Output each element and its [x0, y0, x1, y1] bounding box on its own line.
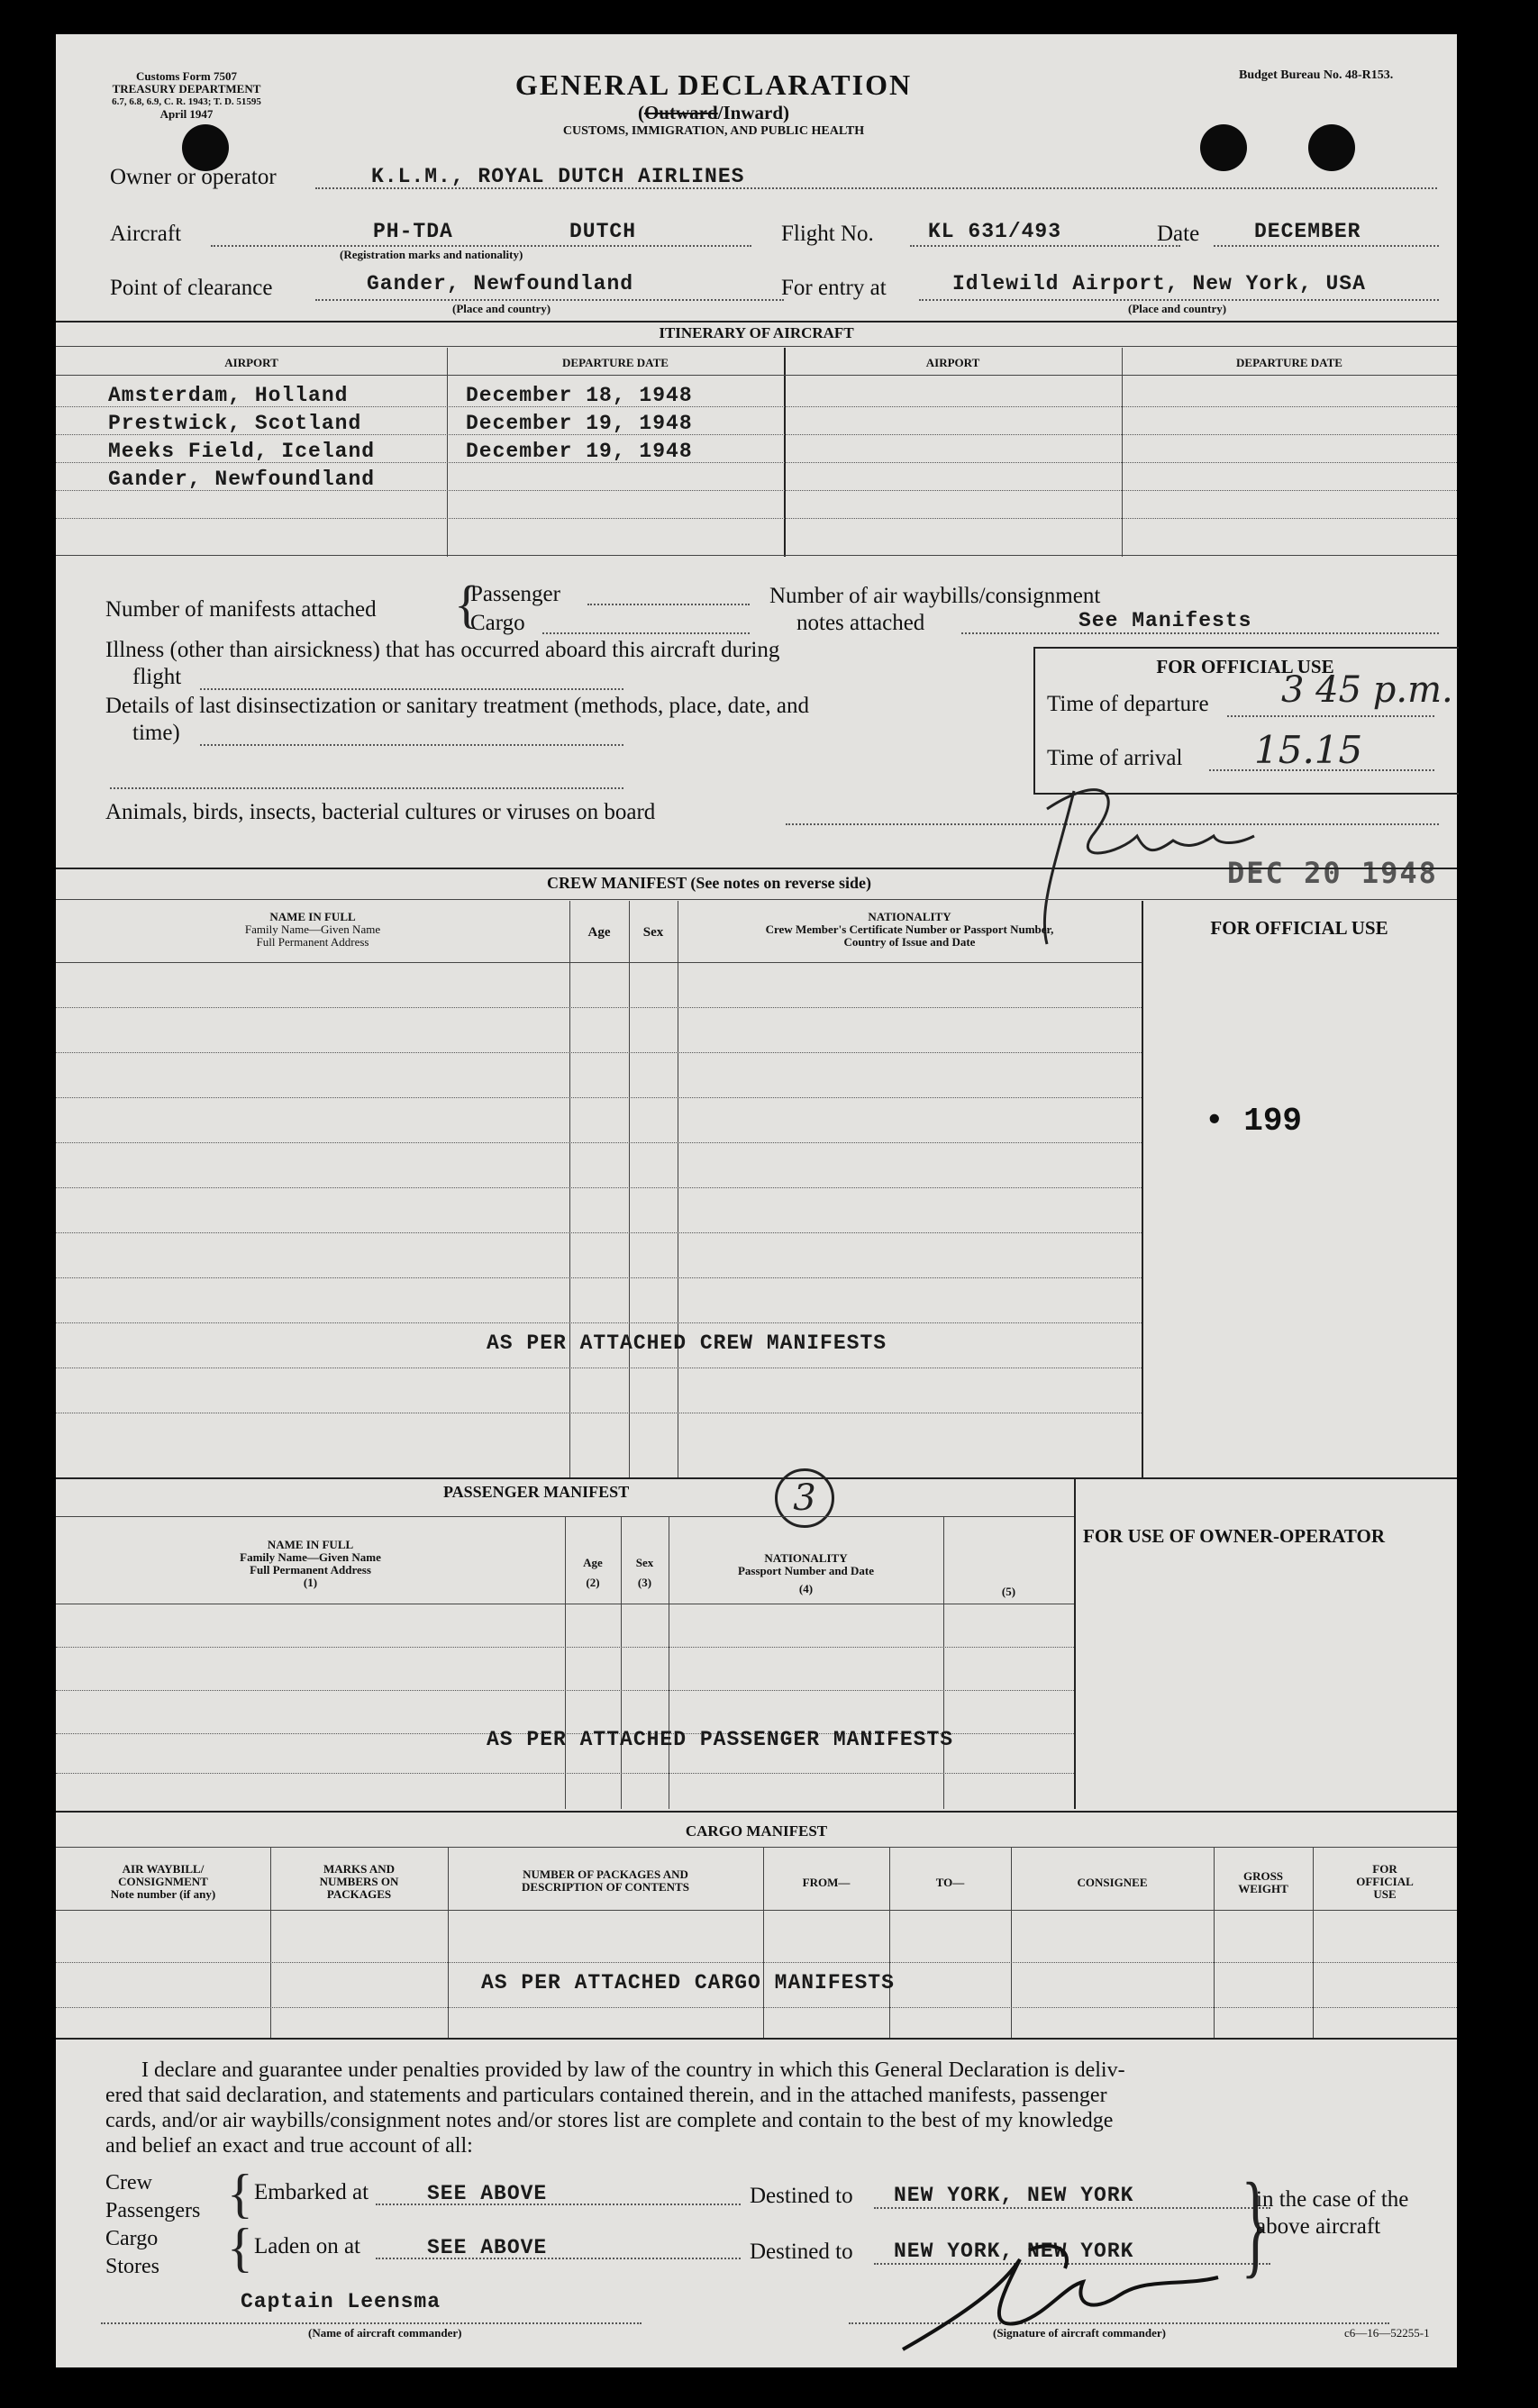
crew-header-nationality	[678, 911, 1142, 949]
pass-header-nat-line: (4)	[798, 1582, 814, 1595]
arrival-label: Time of arrival	[1047, 746, 1183, 770]
pass-header-age-line: Age	[583, 1556, 603, 1569]
itinerary-header-date: DEPARTURE DATE	[562, 356, 669, 369]
cargo-header-line: WEIGHT	[1238, 1882, 1288, 1895]
punch-hole	[1200, 124, 1247, 171]
cargo-header-line: PACKAGES	[326, 1887, 392, 1901]
crew-header-name-line: NAME IN FULL	[269, 910, 356, 923]
form-id-block	[92, 70, 281, 121]
pass-header-name-line: NAME IN FULL	[267, 1538, 354, 1551]
cargo-header-line: NUMBER OF PACKAGES AND	[523, 1867, 688, 1881]
disinsect-label-2: time)	[132, 721, 180, 745]
itinerary-row-date: December 19, 1948	[466, 412, 693, 435]
crew-title: CREW MANIFEST	[547, 874, 687, 892]
clearance-caption: (Place and country)	[452, 302, 551, 315]
crew-body: AS PER ATTACHED CREW MANIFESTS	[487, 1331, 887, 1355]
passenger-header-col5: (5)	[1001, 1585, 1016, 1598]
cargo-header-line: FOR	[1372, 1862, 1397, 1876]
entry-caption: (Place and country)	[1128, 302, 1227, 315]
itinerary-row-airport: Gander, Newfoundland	[108, 468, 376, 491]
waybills-label: Number of air waybills/consignment	[769, 584, 1101, 608]
cargo-body: AS PER ATTACHED CARGO MANIFESTS	[481, 1971, 895, 1995]
destined-value: NEW YORK, NEW YORK	[894, 2184, 1134, 2207]
case-label: in the case of the	[1256, 2187, 1409, 2212]
itinerary-row-date: December 19, 1948	[466, 440, 693, 463]
pass-header-name-line: (1)	[303, 1576, 318, 1589]
direction-struck: Outward	[643, 102, 718, 123]
cargo-label: Cargo	[470, 611, 525, 635]
commander-caption: (Name of aircraft commander)	[308, 2326, 462, 2340]
laden-label: Laden on at	[254, 2234, 361, 2258]
cargo-header-waybill	[56, 1863, 270, 1901]
department: TREASURY DEPARTMENT	[112, 82, 261, 95]
crew-official-use: FOR OFFICIAL USE	[1210, 917, 1388, 939]
waybills-label-2: notes attached	[796, 611, 925, 635]
aircraft-nationality: DUTCH	[569, 220, 637, 243]
circled-number: 3	[775, 1468, 834, 1528]
clearance-label: Point of clearance	[110, 276, 273, 300]
cargo-header-line: GROSS	[1242, 1869, 1284, 1883]
pass-header-age-line: (2)	[586, 1576, 600, 1589]
itinerary-row-airport: Meeks Field, Iceland	[108, 440, 376, 463]
cargo-header-line: DESCRIPTION OF CONTENTS	[522, 1880, 689, 1894]
flight-label: Flight No.	[781, 222, 874, 246]
case-label-2: above aircraft	[1256, 2214, 1381, 2239]
punch-hole	[1308, 124, 1355, 171]
disinsect-line	[200, 744, 623, 746]
passenger-title: PASSENGER MANIFEST	[443, 1483, 630, 1501]
entry-label: For entry at	[781, 276, 887, 300]
passenger-body: AS PER ATTACHED PASSENGER MANIFESTS	[487, 1728, 954, 1751]
aircraft-label: Aircraft	[110, 222, 182, 246]
cargo-line	[542, 632, 750, 634]
pass-header-name-line: Full Permanent Address	[250, 1563, 371, 1577]
date-label: Date	[1157, 222, 1200, 246]
declaration-line: cards, and/or air waybills/consignment notes and/or stores list are complete and contain to the best of my knowledge	[105, 2109, 1114, 2132]
crew-header-nat-line: NATIONALITY	[868, 910, 951, 923]
destined-label: Destined to	[750, 2184, 853, 2208]
cargo-header-line: OFFICIAL	[1356, 1875, 1414, 1888]
illness-label-2: flight	[132, 665, 182, 689]
crew-number-value: 199	[1243, 1103, 1303, 1140]
waybills-value: See Manifests	[1078, 609, 1252, 632]
left-label: Passengers	[105, 2199, 201, 2222]
cargo-header-line: CONSIGNMENT	[118, 1875, 208, 1888]
itinerary-row-airport: Amsterdam, Holland	[108, 384, 349, 407]
passenger-header-name	[56, 1539, 565, 1589]
cargo-header-packages	[448, 1868, 763, 1894]
cargo-header-line: MARKS AND	[323, 1862, 396, 1876]
cargo-header-to: TO—	[935, 1876, 965, 1889]
crew-header-nat-line: Country of Issue and Date	[843, 935, 976, 949]
passenger-line	[587, 604, 750, 605]
illness-label: Illness (other than airsickness) that has occurred aboard this aircraft during	[105, 638, 780, 662]
aircraft-line	[211, 245, 751, 247]
pass-header-nat-line: Passport Number and Date	[737, 1564, 875, 1577]
date-line	[1214, 245, 1439, 247]
illness-line	[200, 688, 623, 690]
received-stamp: DEC 20 1948	[1227, 856, 1438, 890]
direction-inward: Inward	[723, 102, 784, 123]
flight-value: KL 631/493	[928, 220, 1062, 243]
crew-header-nat-line: Crew Member's Certificate Number or Passport Number,	[765, 922, 1054, 936]
waybills-line	[961, 632, 1439, 634]
embarked-value: SEE ABOVE	[427, 2182, 548, 2205]
cargo-header-from: FROM—	[802, 1876, 851, 1889]
left-label: Crew	[105, 2171, 152, 2194]
cargo-header-weight	[1214, 1870, 1313, 1895]
itinerary-row-date: December 18, 1948	[466, 384, 693, 407]
cargo-header-consignee: CONSIGNEE	[1077, 1876, 1148, 1889]
commander-line	[101, 2322, 642, 2324]
cargo-header-official	[1313, 1863, 1457, 1901]
passenger-header-nationality	[669, 1552, 943, 1595]
embarked-label: Embarked at	[254, 2180, 369, 2204]
declaration-line: I declare and guarantee under penalties provided by law of the country in which this General Declaration is deliv-	[141, 2058, 1125, 2082]
laden-value: SEE ABOVE	[427, 2236, 548, 2259]
clearance-value: Gander, Newfoundland	[367, 272, 634, 295]
crew-header-name	[56, 911, 569, 949]
declaration-line: and belief an exact and true account of all:	[105, 2134, 473, 2158]
left-label: Cargo	[105, 2227, 159, 2250]
passenger-label: Passenger	[470, 582, 560, 606]
crew-header-sex: Sex	[642, 925, 664, 940]
manifests-label: Number of manifests attached	[105, 597, 377, 622]
departure-value: 3 45 p.m.	[1281, 669, 1453, 711]
form-id: Customs Form 7507	[136, 69, 237, 83]
form-date: April 1947	[159, 107, 214, 121]
cargo-header-line: USE	[1373, 1887, 1397, 1901]
destined-value-2: NEW YORK, NEW YORK	[894, 2240, 1134, 2263]
pass-header-sex-line: Sex	[635, 1556, 654, 1569]
budget-number: Budget Bureau No. 48-R153.	[1239, 68, 1394, 82]
commander-name: Captain Leensma	[241, 2290, 441, 2313]
declaration-text	[105, 2058, 1421, 2158]
date-value: DECEMBER	[1254, 220, 1361, 243]
crew-header-name-line: Full Permanent Address	[256, 935, 369, 949]
crew-title-block	[547, 874, 871, 893]
brace-left: {	[227, 2164, 253, 2223]
cargo-title: CARGO MANIFEST	[685, 1822, 828, 1840]
commander-signature	[894, 2232, 1272, 2358]
declaration-left-labels	[105, 2169, 200, 2281]
pass-header-sex-line: (3)	[637, 1576, 652, 1589]
cargo-header-marks	[270, 1863, 448, 1901]
form-paper	[56, 34, 1457, 2367]
brace-right: }	[1241, 2159, 1270, 2289]
owner-operator-use: FOR USE OF OWNER-OPERATOR	[1083, 1525, 1386, 1547]
departure-line	[1227, 715, 1434, 717]
entry-line	[919, 299, 1439, 301]
cargo-header-line: Note number (if any)	[110, 1887, 216, 1901]
signature-caption: (Signature of aircraft commander)	[993, 2326, 1166, 2340]
itinerary-title: ITINERARY OF AIRCRAFT	[659, 324, 854, 341]
animals-label: Animals, birds, insects, bacterial cultures or viruses on board	[105, 800, 656, 824]
flight-line	[910, 245, 1180, 247]
brace-left-2: {	[227, 2218, 253, 2277]
title-block	[506, 68, 921, 139]
cargo-header-line: AIR WAYBILL/	[122, 1862, 205, 1876]
print-code: c6—16—52255-1	[1344, 2326, 1430, 2340]
left-label: Stores	[105, 2255, 159, 2278]
crew-header-age: Age	[587, 925, 611, 940]
passenger-header-age	[565, 1557, 621, 1589]
aircraft-caption: (Registration marks and nationality)	[340, 248, 523, 261]
brace: {	[454, 575, 479, 633]
cargo-header-line: NUMBERS ON	[319, 1875, 399, 1888]
crew-note: (See notes on reverse side)	[690, 874, 871, 892]
crew-header-name-line: Family Name—Given Name	[244, 922, 381, 936]
itinerary-header-date-2: DEPARTURE DATE	[1236, 356, 1342, 369]
arrival-value: 15.15	[1254, 728, 1363, 772]
page-title: GENERAL DECLARATION	[514, 68, 913, 101]
destined-line	[874, 2207, 1270, 2209]
departure-label: Time of departure	[1047, 692, 1209, 716]
pass-header-nat-line: NATIONALITY	[764, 1551, 848, 1565]
page-subtitle: CUSTOMS, IMMIGRATION, AND PUBLIC HEALTH	[562, 124, 865, 138]
disinsect-line-2	[110, 787, 623, 789]
owner-value: K.L.M., ROYAL DUTCH AIRLINES	[371, 165, 745, 188]
clearance-line	[315, 299, 784, 301]
disinsect-label: Details of last disinsectization or sanitary treatment (methods, place, date, and	[105, 694, 809, 718]
passenger-header-sex	[621, 1557, 669, 1589]
destined-label-2: Destined to	[750, 2240, 853, 2264]
owner-label: Owner or operator	[110, 165, 277, 189]
itinerary-row-airport: Prestwick, Scotland	[108, 412, 362, 435]
pass-header-name-line: Family Name—Given Name	[240, 1550, 381, 1564]
entry-value: Idlewild Airport, New York, USA	[952, 272, 1366, 295]
crew-number: • 199	[1205, 1103, 1303, 1140]
itinerary-header-airport-2: AIRPORT	[925, 356, 980, 369]
declaration-line: ered that said declaration, and statements and particulars contained therein, and in the attached manifests, passenger	[105, 2084, 1107, 2107]
direction: (Outward/Inward)	[637, 102, 790, 123]
official-use-title: FOR OFFICIAL USE	[1156, 656, 1334, 677]
aircraft-marks: PH-TDA	[373, 220, 453, 243]
regulations: 6.7, 6.8, 6.9, C. R. 1943; T. D. 51595	[112, 96, 261, 107]
itinerary-header-airport: AIRPORT	[224, 356, 278, 369]
